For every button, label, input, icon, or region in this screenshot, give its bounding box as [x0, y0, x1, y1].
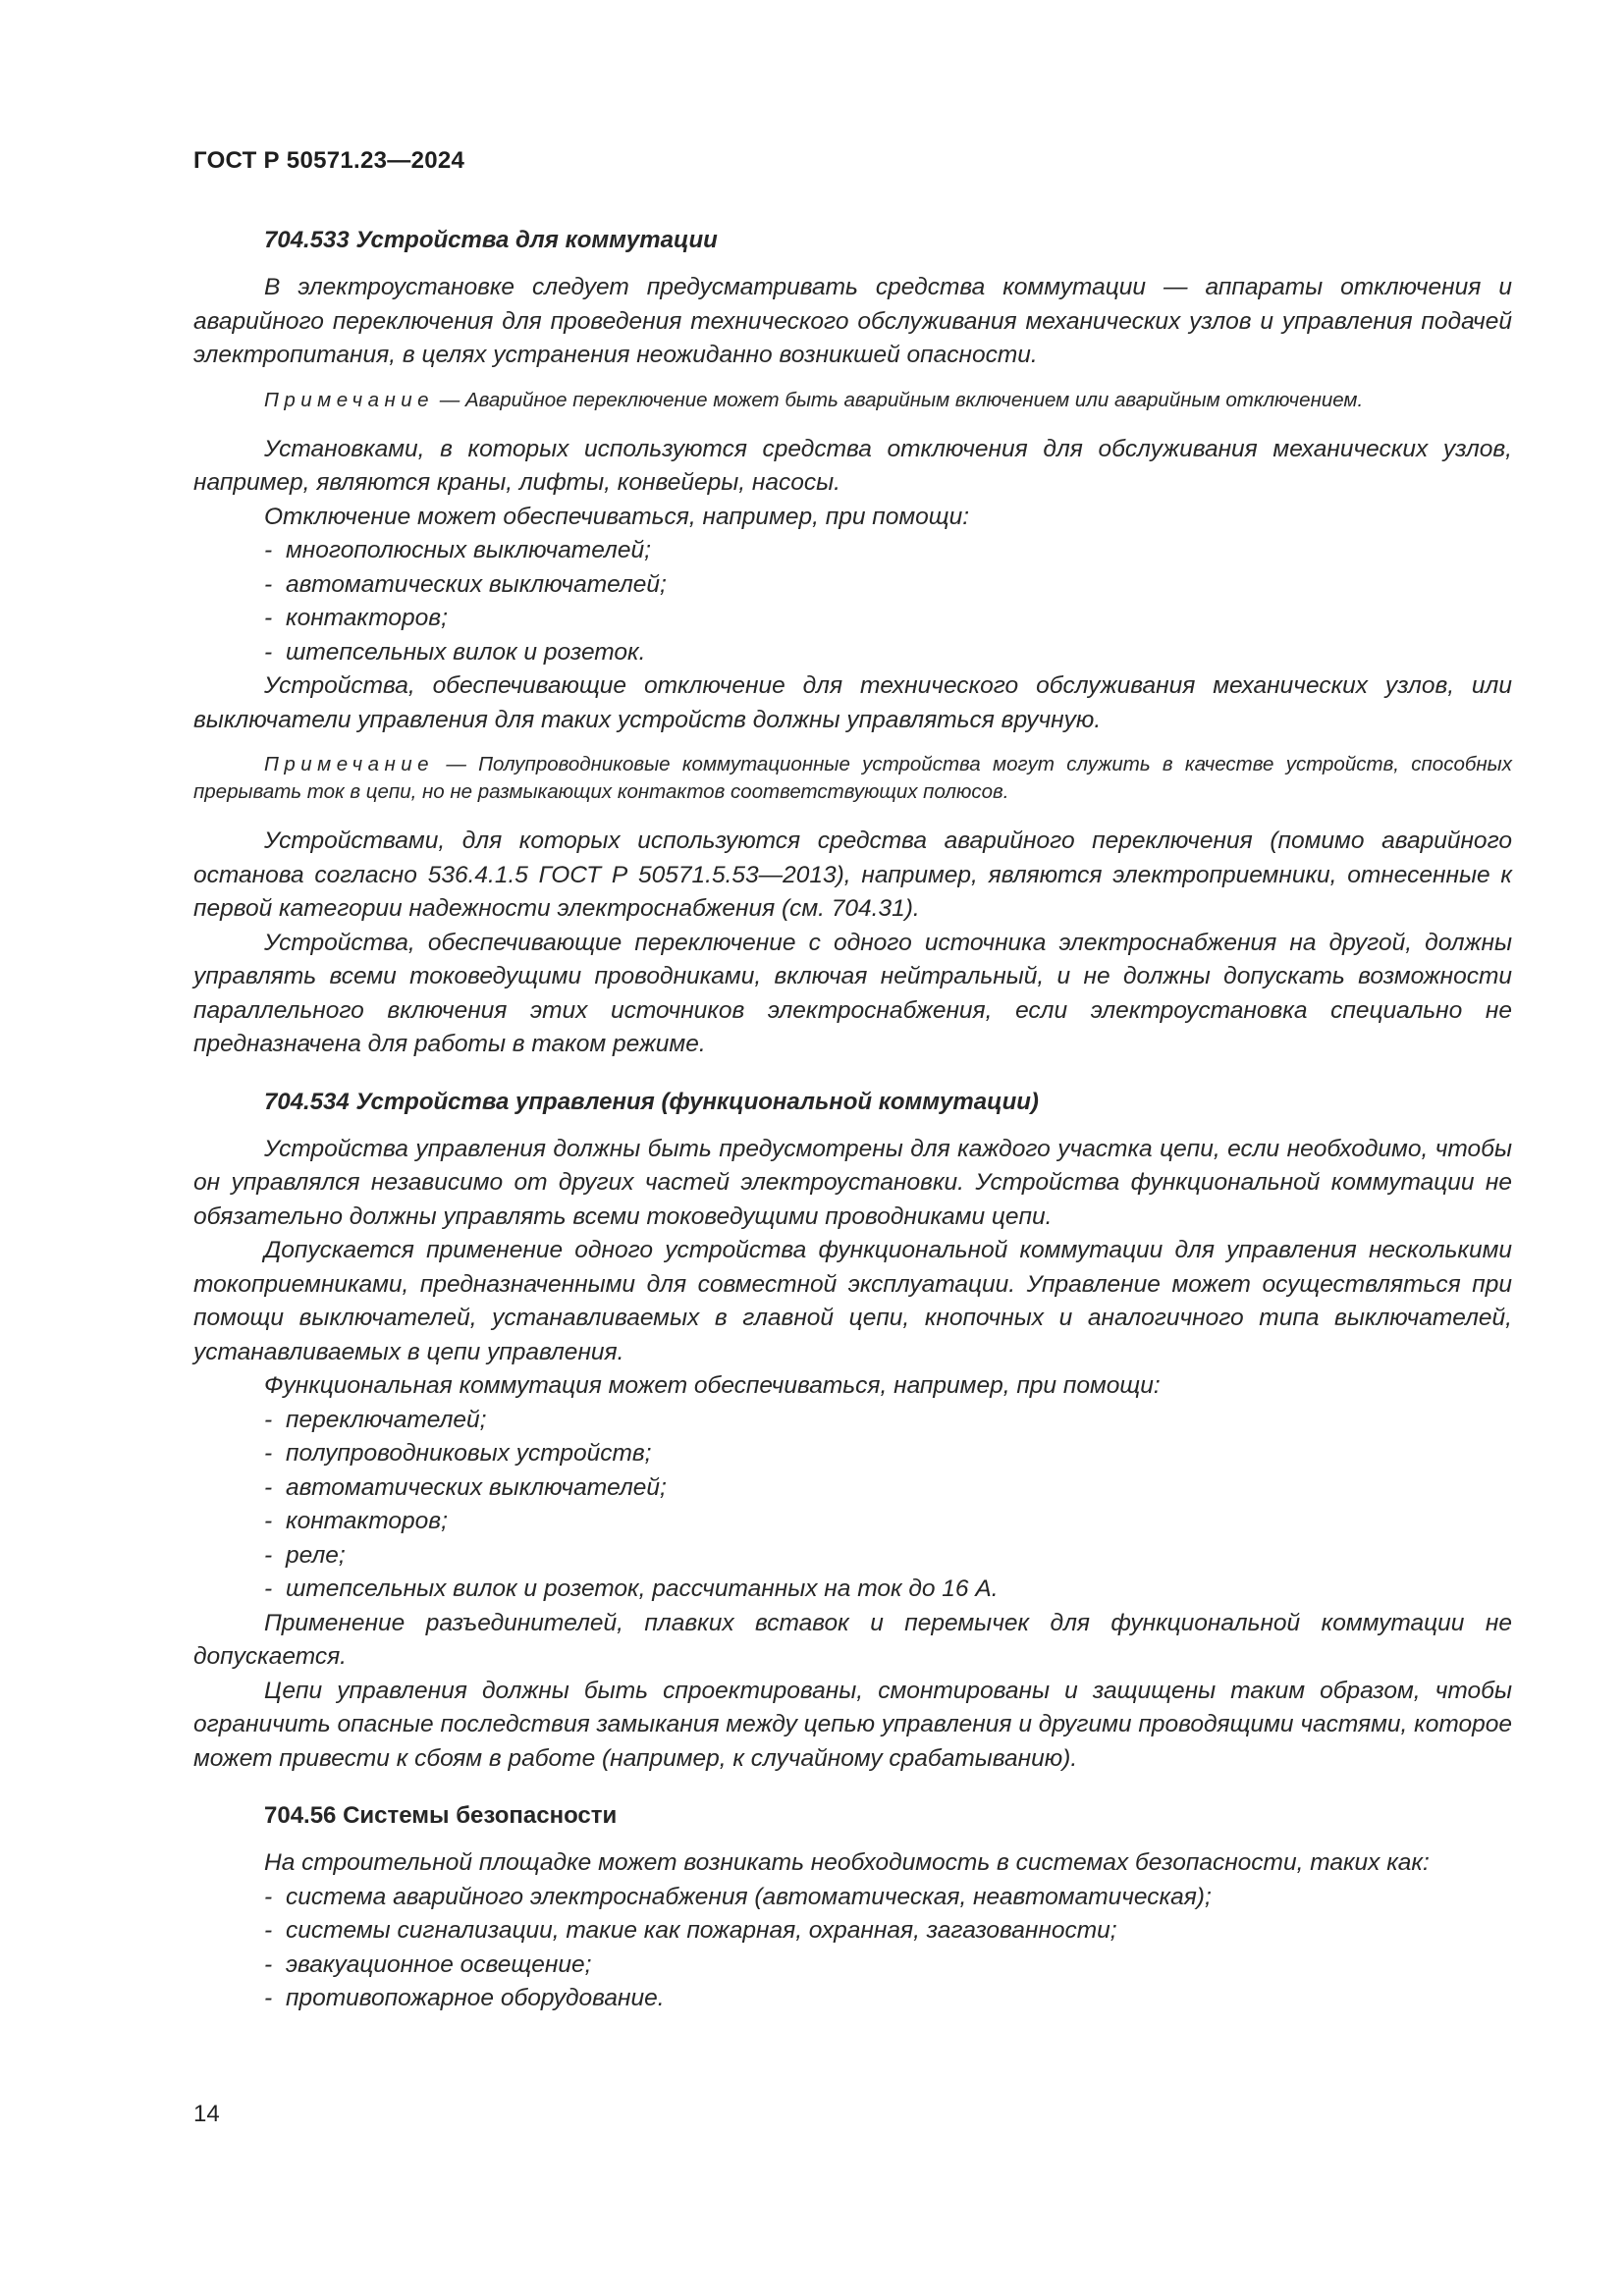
paragraph: Устройства, обеспечивающие переключение с одного источника электроснабжения на другой, должны управлять всеми токоведущими проводниками, включая нейтральный, и не должны допускать возможности параллельного включения этих источников электроснабжения, если электроустановка специально не предназначена для работы в таком режиме.: [193, 929, 1512, 1057]
paragraph: Отключение может обеспечиваться, например, при помощи:: [264, 503, 970, 530]
list-item: - штепсельных вилок и розеток, рассчитанных на ток до 16 А.: [264, 1575, 999, 1602]
page-number: 14: [193, 2101, 220, 2127]
paragraph: На строительной площадке может возникать необходимость в системах безопасности, таких как:: [264, 1849, 1430, 1876]
list-item: - переключателей;: [264, 1406, 487, 1433]
note-text: — Аварийное переключение может быть аварийным включением или аварийным отключением.: [434, 388, 1364, 411]
paragraph: Цепи управления должны быть спроектированы, смонтированы и защищены таким образом, чтобы ограничить опасные последствия замыкания между цепью управления и другими проводящими частями, которое может привести к сбоям в работе (например, к случайному срабатыванию).: [193, 1677, 1512, 1772]
paragraph: Допускается применение одного устройства функциональной коммутации для управления несколькими токоприемниками, предназначенными для совместной эксплуатации. Управление может осуществляться при помощи выключателей, устанавливаемых в главной цепи, кнопочных и аналогичного типа выключателей, устанавливаемых в цепи управления.: [193, 1237, 1512, 1365]
paragraph: Функциональная коммутация может обеспечиваться, например, при помощи:: [264, 1372, 1161, 1399]
list-item: - контакторов;: [264, 1508, 448, 1534]
note-label: Примечание: [264, 388, 435, 411]
paragraph: Устройства управления должны быть предусмотрены для каждого участка цепи, если необходимо, чтобы он управлялся независимо от других частей электроустановки. Устройства функциональной коммутации не обязательно должны управлять всеми токоведущими проводниками цепи.: [193, 1135, 1512, 1230]
list-item: - многополюсных выключателей;: [264, 537, 651, 563]
list-item: - реле;: [264, 1541, 346, 1569]
list-item: - контакторов;: [264, 605, 448, 631]
note-label: Примечание: [264, 753, 435, 775]
document-body: [193, 224, 1512, 2016]
paragraph: В электроустановке следует предусматривать средства коммутации — аппараты отключения и аварийного переключения для проведения технического обслуживания механических узлов и управления подачей электропитания, в целях устранения неожиданно возникшей опасности.: [193, 274, 1512, 368]
bullet-list: [193, 534, 1512, 669]
paragraph: Устройствами, для которых используются средства аварийного переключения (помимо аварийного останова согласно 536.4.1.5 ГОСТ Р 50571.5.53—2013), например, являются электроприемники, отнесенные к первой категории надежности электроснабжения (см. 704.31).: [193, 828, 1512, 922]
list-item: - эвакуационное освещение;: [264, 1950, 592, 1978]
note: [193, 387, 1512, 414]
note-text: — Полупроводниковые коммутационные устройства могут служить в качестве устройств, способных прерывать ток в цепи, но не размыкающих контактов соответствующих полюсов.: [193, 753, 1512, 803]
list-item: - системы сигнализации, такие как пожарная, охранная, загазованности;: [264, 1917, 1117, 1944]
list-item: - автоматических выключателей;: [264, 1473, 667, 1501]
document-code-header: ГОСТ Р 50571.23—2024: [193, 147, 465, 174]
note: [193, 751, 1512, 806]
list-item: - штепсельных вилок и розеток.: [264, 638, 646, 666]
section-heading-704-533: 704.533 Устройства для коммутации: [264, 227, 718, 253]
bullet-list: [193, 1881, 1512, 2016]
list-item: - система аварийного электроснабжения (автоматическая, неавтоматическая);: [264, 1883, 1212, 1910]
paragraph: Устройства, обеспечивающие отключение для технического обслуживания механических узлов, или выключатели управления для таких устройств должны управляться вручную.: [193, 672, 1512, 733]
paragraph: Применение разъединителей, плавких вставок и перемычек для функциональной коммутации не допускается.: [193, 1609, 1512, 1670]
section-heading-704-56: 704.56 Системы безопасности: [264, 1802, 618, 1829]
paragraph: Установками, в которых используются средства отключения для обслуживания механических узлов, например, являются краны, лифты, конвейеры, насосы.: [193, 435, 1512, 496]
list-item: - полупроводниковых устройств;: [264, 1440, 652, 1467]
list-item: - автоматических выключателей;: [264, 570, 667, 598]
section-heading-704-534: 704.534 Устройства управления (функциональной коммутации): [264, 1088, 1039, 1115]
bullet-list: [193, 1404, 1512, 1607]
list-item: - противопожарное оборудование.: [264, 1985, 665, 2011]
